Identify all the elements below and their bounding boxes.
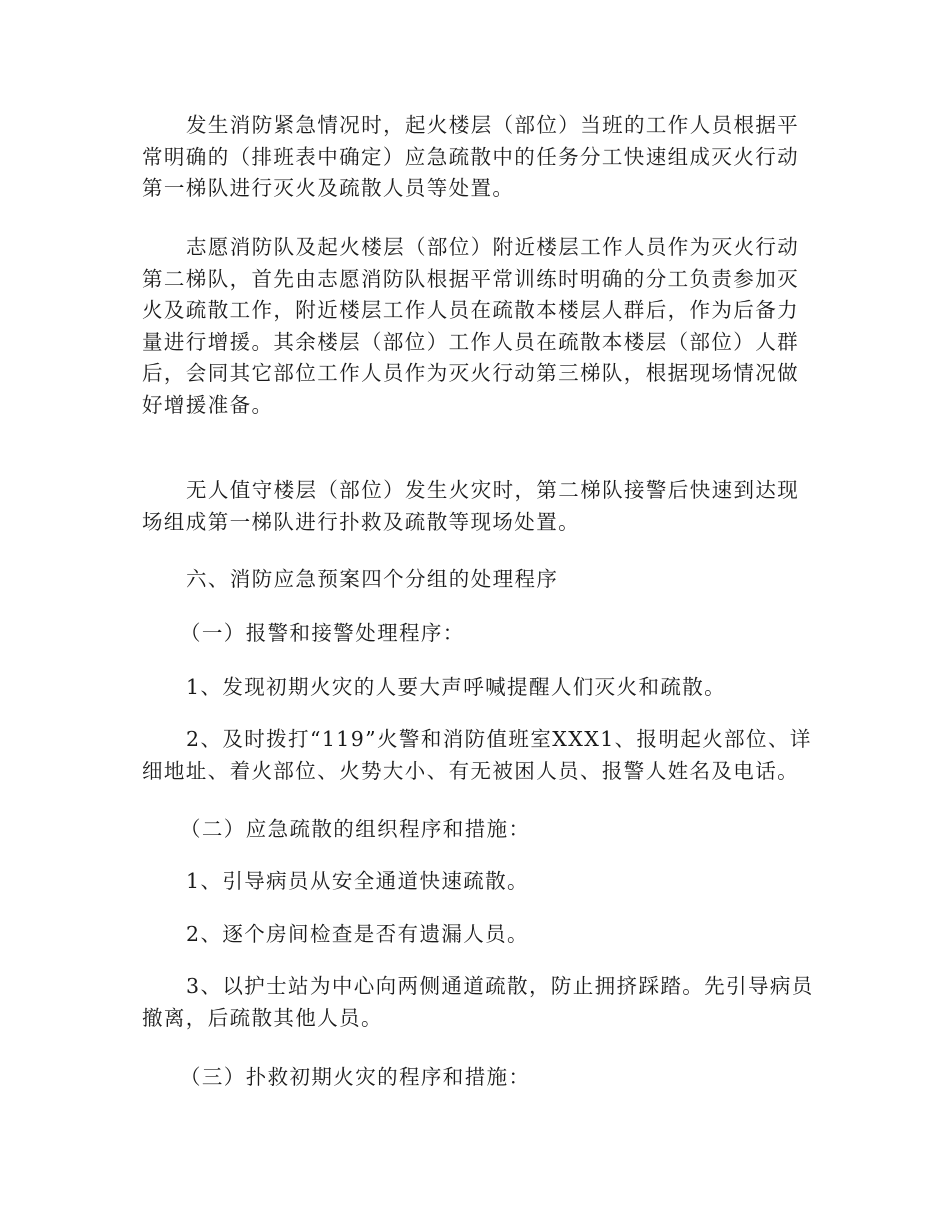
list-item-2 xyxy=(142,724,810,787)
subsection-heading-two xyxy=(142,814,810,846)
text-line: 第一梯队进行灭火及疏散人员等处置。 xyxy=(142,176,515,201)
heading-line: （二）应急疏散的组织程序和措施： xyxy=(180,817,531,841)
text-line: 2、逐个房间检查是否有遗漏人员。 xyxy=(186,922,529,946)
heading-line: 六、消防应急预案四个分组的处理程序 xyxy=(186,567,559,591)
text-line: 1、引导病员从安全通道快速疏散。 xyxy=(186,869,529,893)
text-line: 量进行增援。其余楼层（部位）工作人员在疏散本楼层（部位）人群 xyxy=(142,329,799,354)
text-line: 1、发现初期火灾的人要大声呼喊提醒人们灭火和疏散。 xyxy=(186,675,727,699)
list-item-1 xyxy=(142,672,810,704)
heading-line: （一）报警和接警处理程序： xyxy=(180,621,465,645)
section-heading-six xyxy=(142,564,810,596)
text-line: 第二梯队，首先由志愿消防队根据平常训练时明确的分工负责参加灭 xyxy=(142,266,799,291)
text-line: 发生消防紧急情况时，起火楼层（部位）当班的工作人员根据平 xyxy=(186,113,800,137)
text-line: 场组成第一梯队进行扑救及疏散等现场处置。 xyxy=(142,509,580,534)
list-item-evacuate xyxy=(142,866,810,898)
text-line: 志愿消防队及起火楼层（部位）附近楼层工作人员作为灭火行动 xyxy=(186,235,800,259)
text-line: 无人值守楼层（部位）发生火灾时，第二梯队接警后快速到达现 xyxy=(186,478,800,502)
text-line: 撤离，后疏散其他人员。 xyxy=(142,1005,383,1030)
heading-line: （三）扑救初期火灾的程序和措施： xyxy=(180,1065,531,1089)
text-line: 后，会同其它部位工作人员作为灭火行动第三梯队，根据现场情况做 xyxy=(142,361,799,386)
text-line: 火及疏散工作，附近楼层工作人员在疏散本楼层人群后，作为后备力 xyxy=(142,298,799,323)
text-line: 3、以护士站为中心向两侧通道疏散，防止拥挤踩踏。先引导病员 xyxy=(186,974,814,998)
paragraph-first-response xyxy=(142,110,810,205)
paragraph-second-team xyxy=(142,232,810,422)
list-item-check-rooms xyxy=(142,919,810,951)
paragraph-unattended-floor xyxy=(142,475,810,538)
text-line: 好增援准备。 xyxy=(142,392,274,417)
text-line: 2、及时拨打“119”火警和消防值班室XXX1、报明起火部位、详 xyxy=(186,727,812,751)
text-line: 细地址、着火部位、火势大小、有无被困人员、报警人姓名及电话。 xyxy=(142,758,799,783)
text-line: 常明确的（排班表中确定）应急疏散中的任务分工快速组成灭火行动 xyxy=(142,144,799,169)
subsection-heading-one xyxy=(142,618,810,650)
subsection-heading-three xyxy=(142,1062,810,1094)
list-item-nurse-station xyxy=(142,971,814,1034)
